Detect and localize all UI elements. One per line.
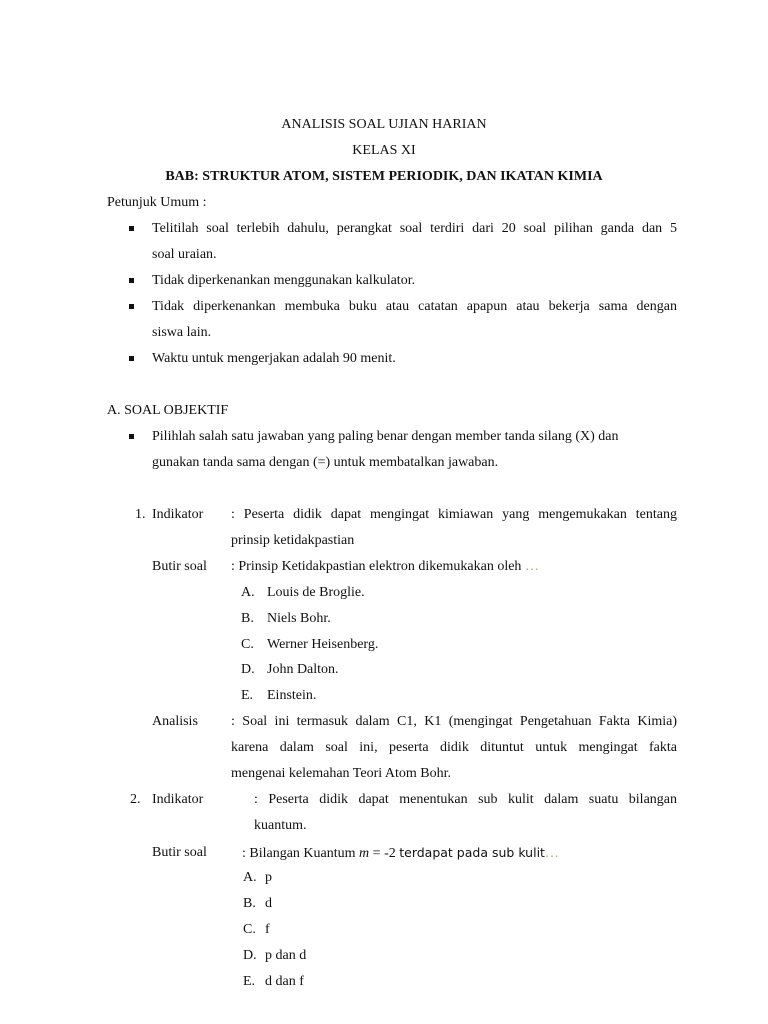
chapter-title: BAB: STRUKTUR ATOM, SISTEM PERIODIK, DAN IKATAN KIMIA	[165, 169, 603, 184]
q2-number: 2.	[130, 792, 141, 807]
q1-option-b-letter: B.	[241, 611, 254, 626]
q2-indikator-line1: : Peserta didik dapat menentukan sub kulit dalam suatu bilangan	[254, 792, 677, 807]
section-a-note-line1: Pilihlah salah satu jawaban yang paling benar dengan member tanda silang (X) dan	[152, 429, 619, 444]
document-title: ANALISIS SOAL UJIAN HARIAN	[281, 117, 487, 132]
q1-analisis-line2: karena dalam soal ini, peserta didik dituntut untuk mengingat fakta	[231, 740, 677, 755]
q1-butir-dots: …	[524, 559, 540, 574]
q1-butir-label: Butir soal	[152, 559, 207, 574]
q2-quantum-variable: m	[359, 846, 370, 861]
q1-option-c-letter: C.	[241, 637, 254, 652]
bullet-marker	[129, 356, 134, 361]
q2-indikator-line2: kuantum.	[254, 818, 307, 833]
instruction-3-line2: siswa lain.	[152, 325, 212, 340]
instruction-4: Waktu untuk mengerjakan adalah 90 menit.	[152, 351, 396, 366]
instruction-1-line2: soal uraian.	[152, 247, 217, 262]
q2-butir-prefix: : Bilangan Kuantum	[242, 846, 356, 861]
instruction-1-line1: Telitilah soal terlebih dahulu, perangkat soal terdiri dari 20 soal pilihan ganda dan 5	[152, 221, 677, 236]
q2-option-c-letter: C.	[243, 922, 256, 937]
instruction-2: Tidak diperkenankan menggunakan kalkulator.	[152, 273, 416, 288]
q1-option-e-letter: E.	[241, 688, 254, 703]
q2-butir-label: Butir soal	[152, 845, 207, 860]
bullet-marker	[129, 434, 134, 439]
q1-butir-soal	[231, 559, 540, 575]
q1-option-d-text: John Dalton.	[267, 662, 339, 677]
q2-option-b-letter: B.	[243, 896, 256, 911]
q1-indikator-label: Indikator	[152, 507, 204, 522]
section-a-note-line2: gunakan tanda sama dengan (=) untuk membatalkan jawaban.	[152, 455, 499, 470]
q1-option-e-text: Einstein.	[267, 688, 317, 703]
q1-analisis-label: Analisis	[152, 714, 198, 729]
q2-option-a-text: p	[265, 870, 272, 885]
q1-option-a-letter: A.	[241, 585, 255, 600]
q1-number: 1.	[135, 507, 146, 522]
q1-option-a-text: Louis de Broglie.	[267, 585, 365, 600]
q2-option-e-letter: E.	[243, 974, 256, 989]
q1-indikator-line1: : Peserta didik dapat mengingat kimiawan yang mengemukakan tentang	[231, 507, 677, 522]
q1-analisis-line3: mengenai kelemahan Teori Atom Bohr.	[231, 766, 451, 781]
q2-butir-rest: terdapat pada sub kulit	[399, 845, 545, 860]
instructions-heading: Petunjuk Umum :	[107, 195, 207, 210]
q2-quantum-equation: = -2	[372, 846, 396, 861]
q1-butir-text: : Prinsip Ketidakpastian elektron dikemukakan oleh	[231, 559, 522, 574]
q1-indikator-line2: prinsip ketidakpastian	[231, 533, 355, 548]
bullet-marker	[129, 278, 134, 283]
section-a-heading: A. SOAL OBJEKTIF	[107, 403, 229, 418]
q1-option-d-letter: D.	[241, 662, 255, 677]
q2-option-c-text: f	[265, 922, 270, 937]
q2-option-b-text: d	[265, 896, 272, 911]
q2-option-d-text: p dan d	[265, 948, 307, 963]
instruction-3-line1: Tidak diperkenankan membuka buku atau catatan apapun atau bekerja sama dengan	[152, 299, 677, 314]
q1-analisis-line1: : Soal ini termasuk dalam C1, K1 (mengingat Pengetahuan Fakta Kimia)	[231, 714, 677, 729]
q1-option-b-text: Niels Bohr.	[267, 611, 331, 626]
class-label: KELAS XI	[352, 143, 416, 158]
q2-butir-soal	[242, 845, 560, 862]
q2-option-d-letter: D.	[243, 948, 257, 963]
bullet-marker	[129, 226, 134, 231]
q1-option-c-text: Werner Heisenberg.	[267, 637, 379, 652]
q2-option-e-text: d dan f	[265, 974, 304, 989]
q2-option-a-letter: A.	[243, 870, 257, 885]
q2-indikator-label: Indikator	[152, 792, 204, 807]
bullet-marker	[129, 304, 134, 309]
q2-butir-dots: …	[544, 846, 560, 861]
